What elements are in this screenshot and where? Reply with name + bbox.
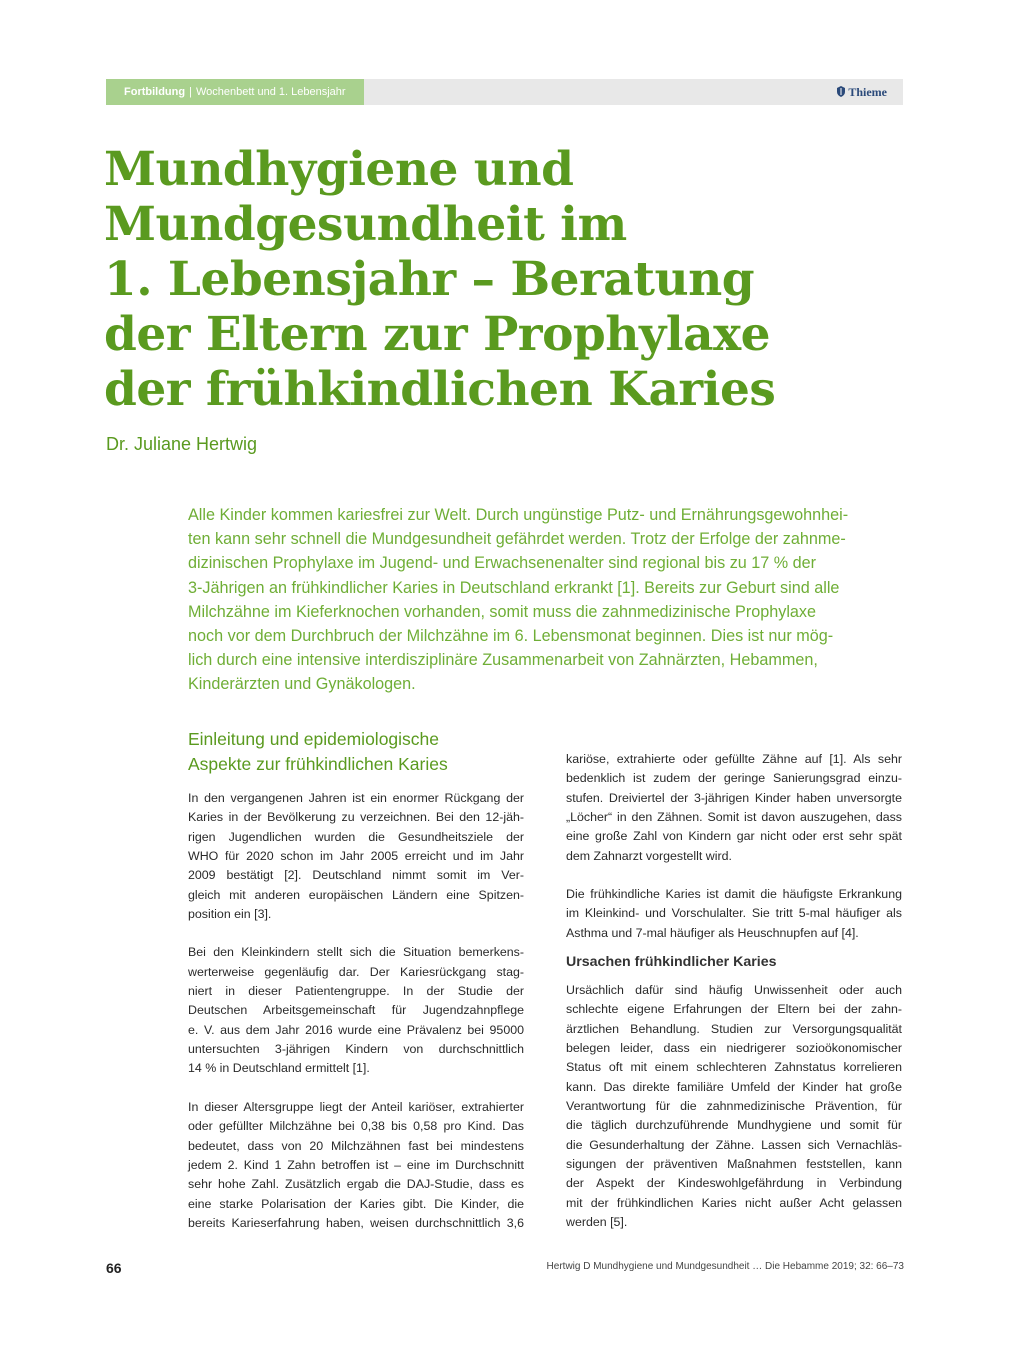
page-number: 66 <box>106 1260 122 1276</box>
article-title <box>104 142 904 417</box>
publisher-name: Thieme <box>848 85 887 99</box>
text-line: sehr hohe Zahl. Zusätzlich ergab die DAJ-Studie, dass es <box>188 1177 524 1192</box>
citation-footer: Hertwig D Mundhygiene und Mundgesundheit … Die Hebamme 2019; 32: 66–73 <box>546 1261 904 1272</box>
text-line: schlechte eigene Erfahrungen der Eltern bei der zahn- <box>566 1002 902 1017</box>
text-line: ärztlichen Behandlung. Studien zur Versorgungsqualität <box>566 1021 902 1036</box>
topic-label: Wochenbett und 1. Lebensjahr <box>195 86 346 98</box>
text-line: Die frühkindliche Karies ist damit die häufigste Erkrankung <box>566 887 902 902</box>
paragraph <box>566 885 902 943</box>
text-line: 14 % in Deutschland ermittelt [1]. <box>188 1061 370 1076</box>
text-line: im Kleinkind- und Vorschulalter. Sie tritt 5-mal häufiger als <box>566 906 902 921</box>
text-line: dem Zahnarzt vorgestellt wird. <box>566 848 732 863</box>
text-line: jedem 2. Kind 1 Zahn betroffen ist – eine im Durchschnitt <box>188 1157 524 1172</box>
text-line: der Aspekt der Kindeswohlgefährdung in Verbindung <box>566 1176 902 1191</box>
text-line: bedenklich ist zudem der geringe Sanierungsgrad einzu- <box>566 771 902 786</box>
text-line: die Gesunderhaltung der Zähne. Lassen sich Vernachläs- <box>566 1137 902 1152</box>
text-line: sigungen der präventiven Maßnahmen feststellen, kann <box>566 1157 902 1172</box>
paragraph <box>566 981 902 1232</box>
text-line: Asthma und 7-mal häufiger als Heuschnupfen auf [4]. <box>566 925 859 940</box>
text-line: untersuchten 3-jährigen Kindern von durchschnittlich <box>188 1042 524 1057</box>
abstract-line: dizinischen Prophylaxe im Jugend- und Erwachsenenalter sind regional bis zu 17 % der <box>188 554 817 573</box>
section-tag <box>106 79 364 105</box>
paragraph <box>188 943 524 1078</box>
text-line: bereits Karieserfahrung haben, weisen durchschnittlich 3,6 <box>188 1215 524 1230</box>
text-line: gleich mit anderen europäischen Ländern eine Spitzen- <box>188 887 524 902</box>
abstract-line: 3-Jährigen an frühkindlicher Karies in Deutschland erkrankt [1]. Bereits zur Geburt sind alle <box>188 578 840 597</box>
title-line: Mundgesundheit im <box>104 197 627 252</box>
text-line: kariöse, extrahierte oder gefüllte Zähne auf [1]. Als sehr <box>566 752 902 766</box>
paragraph <box>566 750 902 866</box>
text-line: 2009 bestätigt [2]. Deutschland nimmt somit im Ver- <box>188 868 524 883</box>
text-line: kann. Das direkte familiäre Umfeld der Kinder hat große <box>566 1079 902 1094</box>
section-separator: | <box>189 86 192 98</box>
text-line: bedeutet, dass von 20 Milchzähnen fast bei mindestens <box>188 1138 524 1153</box>
right-column-continued <box>566 981 902 1232</box>
text-line: niert in dieser Patientengruppe. In der Studie der <box>188 984 524 999</box>
title-line: der frühkindlichen Karies <box>104 362 776 417</box>
text-line: oder gefüllter Milchzähne bei 0,38 bis 0,58 pro Kind. Das <box>188 1119 524 1134</box>
text-line: Ursächlich dafür sind häufig Unwissenheit oder auch <box>566 983 902 997</box>
text-line: In den vergangenen Jahren ist ein enormer Rückgang der <box>188 791 524 805</box>
text-line: e. V. aus dem Jahr 2016 wurde eine Prävalenz bei 95000 <box>188 1022 524 1037</box>
running-header <box>106 79 903 105</box>
text-line: „Löcher“ in den Zähnen. Somit ist davon auszugehen, dass <box>566 810 902 825</box>
abstract-line: noch vor dem Durchbruch der Milchzähne im 6. Lebensmonat beginnen. Dies ist nur mög- <box>188 627 834 646</box>
text-line: WHO für 2020 schon im Jahr 2005 erreicht und im Jahr <box>188 849 524 864</box>
text-line: werden [5]. <box>566 1215 628 1230</box>
text-line: Status oft mit einem schlechteren Zahnstatus korrelieren <box>566 1060 902 1075</box>
subheading: Ursachen frühkindlicher Karies <box>566 954 777 970</box>
text-line: eine große Zahl von Kindern gar nicht oder erst sehr spät <box>566 829 902 844</box>
title-line: 1. Lebensjahr – Beratung <box>104 252 755 307</box>
abstract-line: Alle Kinder kommen kariesfrei zur Welt. Durch ungünstige Putz- und Ernährungsgewohnhei- <box>188 506 849 524</box>
text-line: mit der frühkindlichen Karies nicht außer Acht gelassen <box>566 1195 902 1210</box>
left-column <box>188 789 524 1252</box>
text-line: position ein [3]. <box>188 907 272 922</box>
text-line: Bei den Kleinkindern stellt sich die Situation bemerkens- <box>188 945 524 960</box>
abstract-line: lich durch eine intensive interdisziplinäre Zusammenarbeit von Zahnärzten, Hebammen, <box>188 651 818 670</box>
section-label: Fortbildung <box>124 86 186 98</box>
text-line: eine starke Polarisation der Karies gibt. Die Kinder, die <box>188 1196 524 1211</box>
text-line: die täglich durchzuführende Mundhygiene und somit für <box>566 1118 902 1133</box>
abstract-line: Kinderärzten und Gynäkologen. <box>188 675 416 694</box>
text-line: In dieser Altersgruppe liegt der Anteil kariöser, extrahierter <box>188 1099 524 1114</box>
text-line: Deutschen Arbeitsgemeinschaft für Jugendzahnpflege <box>188 1003 524 1018</box>
paragraph <box>188 1098 524 1233</box>
author-name: Dr. Juliane Hertwig <box>106 434 258 454</box>
text-line: Verantwortung für die zahnmedizinische Prävention, für <box>566 1099 902 1114</box>
text-line: rigen Jugendlichen wurden die Gesundheitsziele der <box>188 829 524 844</box>
abstract <box>188 503 906 697</box>
section-heading-line: Einleitung und epidemiologische <box>188 729 440 749</box>
text-line: Karies in der Bevölkerung zu verzeichnen. Bei den 12-jäh- <box>188 810 524 825</box>
abstract-line: Milchzähne im Kieferknochen vorhanden, somit muss die zahnmedizinische Prophylaxe <box>188 602 817 621</box>
title-line: Mundhygiene und <box>104 142 574 197</box>
text-line: belegen leider, dass ein niedrigerer sozioökonomischer <box>566 1041 902 1056</box>
section-heading <box>188 727 448 777</box>
thieme-emblem-icon <box>837 86 845 97</box>
text-line: stufen. Dreiviertel der 3-jährigen Kinder haben unversorgte <box>566 790 902 805</box>
text-line: werterweise gegenläufig dar. Der Kariesrückgang stag- <box>188 964 524 979</box>
section-heading-line: Aspekte zur frühkindlichen Karies <box>188 754 448 774</box>
paragraph <box>188 789 524 924</box>
right-column <box>566 750 902 962</box>
abstract-line: ten kann sehr schnell die Mundgesundheit gefährdet werden. Trotz der Erfolge der zahnme- <box>188 530 846 549</box>
publisher-logo <box>837 79 887 105</box>
title-line: der Eltern zur Prophylaxe <box>104 307 770 362</box>
